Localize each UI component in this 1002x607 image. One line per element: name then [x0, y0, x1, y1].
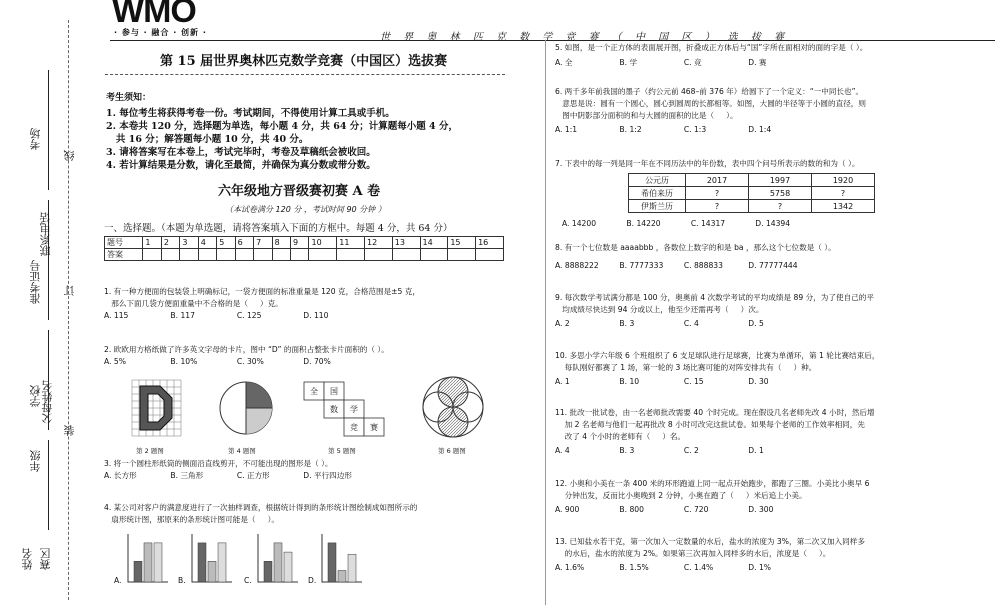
- figure-caption: 第 2 题图: [136, 447, 164, 455]
- bar: [144, 543, 152, 582]
- option[interactable]: D. 70%: [303, 357, 331, 366]
- question-1: [104, 286, 534, 322]
- figure-caption: 第 4 题图: [228, 447, 256, 455]
- bar: [284, 552, 292, 582]
- calendar-cell: 2017: [686, 174, 749, 187]
- answer-cell[interactable]: [309, 249, 337, 261]
- question-text: 6. 两千多年前我国的墨子（约公元前 468–前 376 年）给圆下了一个定义：“一中同长也”。: [555, 87, 864, 96]
- option[interactable]: B. 10%: [170, 357, 198, 366]
- option[interactable]: D. 1: [748, 446, 764, 455]
- answer-cell[interactable]: [476, 249, 504, 261]
- options: [555, 124, 995, 136]
- logo-slogan: · 参与 · 融合 · 创新 ·: [114, 28, 207, 37]
- grid-number: 7: [254, 237, 272, 249]
- option[interactable]: A. 全: [555, 58, 573, 67]
- option[interactable]: A. 2: [555, 319, 570, 328]
- answer-cell[interactable]: [235, 249, 253, 261]
- answer-cell[interactable]: [217, 249, 235, 261]
- option[interactable]: A. 115: [104, 311, 129, 320]
- option[interactable]: A. 长方形: [104, 471, 137, 480]
- option[interactable]: D. 5: [748, 319, 764, 328]
- answer-cell[interactable]: [337, 249, 365, 261]
- notice-rule: 3. 请将答案写在本卷上，考试完毕时，考卷及草稿纸会被收回。: [106, 147, 376, 158]
- question-10: [555, 350, 995, 388]
- option[interactable]: D. 1:4: [748, 125, 772, 134]
- figure-4-pie: [218, 378, 274, 438]
- bar: [198, 543, 206, 582]
- option[interactable]: B. 三角形: [170, 471, 204, 480]
- option[interactable]: C. 720: [683, 505, 709, 514]
- option[interactable]: B. 117: [170, 311, 195, 320]
- options: [555, 57, 995, 69]
- question-text: 意思是说：圆有一个圆心，圆心到圆周的长都相等。如图，大圆的半径等于小圆的直径，则: [555, 99, 866, 108]
- calendar-cell: 1997: [749, 174, 812, 187]
- figure-caption: 第 6 题图: [438, 447, 466, 455]
- calendar-table: [628, 173, 875, 213]
- paper-subtitle: 六年级地方晋级赛初赛 A 卷: [218, 184, 381, 199]
- option[interactable]: D. 77777444: [748, 261, 798, 270]
- grid-number: 11: [337, 237, 365, 249]
- options: [555, 504, 995, 516]
- question-text: 3. 将一个圆柱形纸筒的侧面沿直线剪开，不可能出现的图形是（ ）。: [104, 459, 333, 468]
- answer-grid: [104, 236, 504, 261]
- answer-cell[interactable]: [254, 249, 272, 261]
- grid-label: 题号: [105, 237, 143, 249]
- option[interactable]: A. 1:1: [555, 125, 578, 134]
- option[interactable]: C. 1:3: [683, 125, 707, 134]
- cube-char: 竞: [350, 423, 358, 432]
- question-text: 12. 小奥和小美在一条 400 米的环形跑道上同一起点开始跑步，都跑了三圈。小美比小奥早 6: [555, 479, 870, 488]
- option[interactable]: A. 1.6%: [555, 563, 585, 572]
- option[interactable]: B. 学: [619, 58, 638, 67]
- notice-rule: 共 16 分；解答题每小题 10 分，共 40 分。: [106, 134, 309, 145]
- bar: [218, 543, 226, 582]
- options: [555, 260, 995, 272]
- answer-cell[interactable]: [365, 249, 393, 261]
- cube-char: 学: [350, 405, 358, 414]
- exam-note: （本试卷满分 120 分 ，考试时间 90 分钟 ）: [225, 205, 386, 214]
- cube-char: 全: [310, 387, 318, 396]
- label-school: 学校: [29, 385, 42, 407]
- option[interactable]: D. 赛: [748, 58, 767, 67]
- option-bar-chart: [188, 532, 234, 584]
- label-admission: 准考证号: [29, 260, 42, 304]
- cube-char: 数: [330, 405, 338, 414]
- grid-number: 9: [291, 237, 309, 249]
- question-4: [104, 502, 534, 526]
- question-text: 那么下面几袋方便面重量中不合格的是（ ）克。: [104, 299, 283, 308]
- option[interactable]: A. 8888222: [555, 261, 599, 270]
- bar: [134, 561, 142, 582]
- figure-5-cube-net: [302, 380, 386, 438]
- question-text: 4. 某公司对客户的满意度进行了一次抽样调查，根据统计得到的条形统计图绘制成如图所示的: [104, 503, 418, 512]
- options: [555, 318, 995, 330]
- option[interactable]: C. 4: [683, 319, 699, 328]
- option[interactable]: C. 125: [236, 311, 262, 320]
- option[interactable]: B.: [178, 576, 186, 585]
- option[interactable]: B. 3: [619, 446, 635, 455]
- answer-cell[interactable]: [161, 249, 179, 261]
- notice-rule: 4. 若计算结果是分数，请化至最简，并确保为真分数或带分数。: [106, 160, 376, 171]
- options: [562, 218, 817, 230]
- question-text: 每队刚好都赛了 1 场，第一轮的 3 场比赛可能的对阵安排共有（ ）种。: [555, 363, 817, 372]
- options: [104, 310, 534, 322]
- calendar-cell: 公元历: [629, 174, 686, 187]
- option[interactable]: B. 1.5%: [619, 563, 649, 572]
- calendar-cell: 希伯来历: [629, 187, 686, 200]
- option[interactable]: D. 平行四边形: [303, 471, 352, 480]
- options: [104, 356, 534, 368]
- question-7: [555, 158, 995, 170]
- figure-2-grid-d: [128, 378, 184, 438]
- grid-number: 8: [272, 237, 290, 249]
- option[interactable]: B. 7777333: [619, 261, 664, 270]
- mark-order: 订: [63, 285, 76, 296]
- answer-cell[interactable]: [272, 249, 290, 261]
- grid-label: 答案: [105, 249, 143, 261]
- bar: [348, 554, 356, 582]
- option-bar-chart: [318, 532, 364, 584]
- option[interactable]: A.: [114, 576, 122, 585]
- option[interactable]: A. 1: [555, 377, 570, 386]
- option[interactable]: D. 300: [748, 505, 774, 514]
- question-9: [555, 292, 995, 330]
- option[interactable]: C. 1.4%: [683, 563, 714, 572]
- mark-bind: 装: [63, 425, 76, 436]
- question-2: [104, 344, 534, 368]
- option[interactable]: B. 1:2: [619, 125, 642, 134]
- notice-rule: 1. 每位考生将获得考卷一份。考试期间，不得使用计算工具或手机。: [106, 108, 395, 119]
- option[interactable]: B. 14220: [626, 219, 661, 228]
- bar: [338, 571, 346, 583]
- option[interactable]: C. 竞: [683, 58, 702, 67]
- question-5: [555, 42, 995, 69]
- option[interactable]: A. 900: [555, 505, 580, 514]
- question-text: 扇形统计图，那原来的条形统计图可能是（ ）。: [104, 515, 279, 524]
- question-8: [555, 242, 995, 272]
- question-text: 13. 已知盐水若干克，第一次加入一定数量的水后，盐水的浓度为 3%，第二次又加入同样多: [555, 537, 865, 546]
- label-parent: 父母姓名: [41, 380, 54, 424]
- option[interactable]: A. 5%: [104, 357, 126, 366]
- header-competition-name: 世 界 奥 林 匹 克 数 学 竞 赛 （ 中 国 区 ） 选 拔 赛: [380, 32, 790, 43]
- calendar-cell: 1342: [812, 200, 875, 213]
- bar: [264, 561, 272, 582]
- answer-cell[interactable]: [448, 249, 476, 261]
- option[interactable]: B. 10: [619, 377, 640, 386]
- calendar-cell: ?: [812, 187, 875, 200]
- logo: WMO: [112, 0, 196, 30]
- option[interactable]: A. 14200: [562, 219, 597, 228]
- question-text: 的水后，盐水的浓度为 2%。如果第三次再加入同样多的水后，浓度是（ ）。: [555, 549, 831, 558]
- question-text: 改了 4 个小时的老师有（ ）名。: [555, 432, 686, 441]
- option[interactable]: C. 正方形: [236, 471, 270, 480]
- answer-cell[interactable]: [180, 249, 198, 261]
- calendar-cell: 5758: [749, 187, 812, 200]
- notice-heading: 考生须知：: [106, 93, 152, 103]
- option[interactable]: D.: [308, 576, 317, 585]
- question-12: [555, 478, 995, 516]
- grid-number: 14: [420, 237, 448, 249]
- label-district: 赛区: [39, 548, 52, 570]
- grid-number: 3: [180, 237, 198, 249]
- option-bar-chart: [124, 532, 170, 584]
- option[interactable]: C. 15: [683, 377, 704, 386]
- calendar-cell: ?: [686, 187, 749, 200]
- question-text: 8. 有一个七位数是 aaaabbb ，各数位上数字的和是 ba ，那么这个七位数是（ ）。: [555, 243, 836, 252]
- answer-cell[interactable]: [420, 249, 448, 261]
- bar: [154, 543, 162, 582]
- grid-number: 2: [161, 237, 179, 249]
- question-6: [555, 86, 995, 136]
- option[interactable]: D. 1%: [748, 563, 771, 572]
- cube-char: 国: [330, 387, 338, 396]
- question-text: 5. 如图，是一个正方体的表面展开图，折叠成正方体后与“国”字所在面相对的面的字是（ ）。: [555, 43, 868, 52]
- options: [555, 445, 995, 457]
- bar: [328, 543, 336, 582]
- answer-cell[interactable]: [143, 249, 161, 261]
- options: [555, 376, 995, 388]
- page-title: 第 15 届世界奥林匹克数学竞赛（中国区）选拔赛: [160, 54, 448, 69]
- question-13: [555, 536, 995, 574]
- options: [104, 470, 534, 482]
- grid-number: 1: [143, 237, 161, 249]
- label-phone: 联系电话: [39, 212, 52, 256]
- calendar-cell: ?: [686, 200, 749, 213]
- notice-rules: [106, 107, 526, 172]
- question-text: 1. 有一种方便面的包装袋上明确标记，一袋方便面的标准重量是 120 克，合格范围是±5 克，: [104, 287, 420, 296]
- calendar-cell: 1920: [812, 174, 875, 187]
- question-text: 7. 下表中的每一列是同一年在不同历法中的年份数，表中四个问号所表示的数的和为（ ）。: [555, 159, 860, 168]
- options: [555, 562, 995, 574]
- label-exam-room: 考场: [29, 128, 42, 150]
- grid-number: 6: [235, 237, 253, 249]
- option[interactable]: C. 2: [683, 446, 699, 455]
- label-grade: 年级: [29, 450, 42, 472]
- option[interactable]: C.: [244, 576, 252, 585]
- section-heading: 一、选择题。（本题为单选题，请将答案填入下面的方框中。每题 4 分，共 64 分）: [104, 223, 453, 234]
- question-text: 9. 每次数学考试满分都是 100 分，奥奥前 4 次数学考试的平均成绩是 89 分，为了使自己的平: [555, 293, 874, 302]
- figure-caption: 第 5 题图: [328, 447, 356, 455]
- option[interactable]: C. 30%: [236, 357, 264, 366]
- question-text: 图中阴影部分面积的和与大圆的面积的比是（ ）。: [555, 111, 738, 120]
- notice-rule: 2. 本卷共 120 分，选择题为单选，每小题 4 分，共 64 分；计算题每小题 4 分，: [106, 121, 458, 132]
- grid-number: 16: [476, 237, 504, 249]
- question-text: 10. 多思小学六年级 6 个班组织了 6 支足球队进行足球赛，比赛为单循环，第 1 轮比赛结束后，: [555, 351, 880, 360]
- option[interactable]: D. 30: [748, 377, 769, 386]
- answer-cell[interactable]: [392, 249, 420, 261]
- option[interactable]: C. 14317: [690, 219, 726, 228]
- calendar-cell: 伊斯兰历: [629, 200, 686, 213]
- mark-line: 线: [63, 150, 76, 161]
- question-text: 2. 欧欧用方格纸做了许多英文字母的卡片，图中 “D” 的面积占整张卡片面积的（ ）。: [104, 345, 389, 354]
- question-3: [104, 458, 534, 482]
- figure-6-circles: [420, 374, 486, 440]
- grid-number: 15: [448, 237, 476, 249]
- grid-number: 5: [217, 237, 235, 249]
- label-name: 姓名: [21, 548, 34, 570]
- option[interactable]: D. 110: [303, 311, 329, 320]
- option[interactable]: C. 888833: [683, 261, 723, 270]
- option[interactable]: B. 3: [619, 319, 635, 328]
- calendar-cell: ?: [749, 200, 812, 213]
- answer-cell[interactable]: [198, 249, 216, 261]
- cube-char: 赛: [370, 423, 378, 432]
- question-text: 分钟出发，反而比小奥晚到 2 分钟，小奥在跑了（ ）米后追上小美。: [555, 491, 807, 500]
- question-text: 加 2 名老师与他们一起再批改 8 小时可改完这批试卷。如果每个老师的工作效率相同，先: [555, 420, 865, 429]
- question-11: [555, 407, 995, 457]
- option-bar-chart: [254, 532, 300, 584]
- option[interactable]: B. 800: [619, 505, 644, 514]
- bar: [274, 543, 282, 582]
- grid-number: 12: [365, 237, 393, 249]
- grid-number: 10: [309, 237, 337, 249]
- bar: [208, 561, 216, 582]
- answer-cell[interactable]: [291, 249, 309, 261]
- grid-number: 4: [198, 237, 216, 249]
- question-text: 均成绩尽快达到 94 分或以上，他至少还需再考（ ）次。: [555, 305, 764, 314]
- option[interactable]: A. 4: [555, 446, 570, 455]
- question-text: 11. 批改一批试卷，由一名老师批改需要 40 个时完成。现在假设几名老师先改 4 小时，然后增: [555, 408, 875, 417]
- option[interactable]: D. 14394: [755, 219, 791, 228]
- grid-number: 13: [392, 237, 420, 249]
